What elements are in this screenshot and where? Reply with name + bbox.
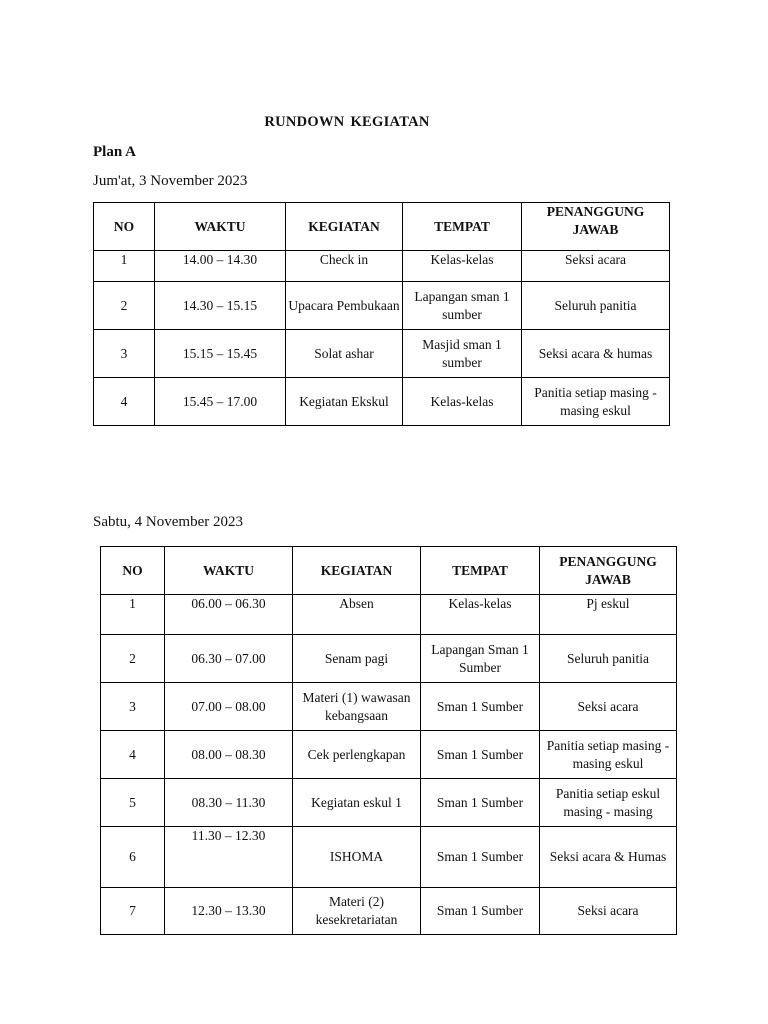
cell-kegiatan: Solat ashar [286, 330, 403, 378]
cell-tempat: Kelas-kelas [403, 378, 522, 426]
header-waktu: WAKTU [155, 203, 286, 251]
cell-tempat: Sman 1 Sumber [421, 888, 540, 935]
cell-waktu: 15.15 – 15.45 [155, 330, 286, 378]
table-row [101, 731, 677, 779]
table-row [101, 779, 677, 827]
header-kegiatan: KEGIATAN [286, 203, 403, 251]
cell-tempat: Sman 1 Sumber [421, 731, 540, 779]
table-row [94, 330, 670, 378]
table-row [101, 683, 677, 731]
header-tempat: TEMPAT [421, 547, 540, 595]
cell-penanggung-jawab: Seluruh panitia [522, 282, 670, 330]
header-tempat: TEMPAT [403, 203, 522, 251]
cell-penanggung-jawab: Panitia setiap masing - masing eskul [540, 731, 677, 779]
cell-tempat: Lapangan Sman 1 Sumber [421, 635, 540, 683]
cell-kegiatan: Kegiatan Ekskul [286, 378, 403, 426]
cell-kegiatan: Upacara Pembukaan [286, 282, 403, 330]
cell-kegiatan: Kegiatan eskul 1 [293, 779, 421, 827]
cell-penanggung-jawab: Seksi acara [522, 251, 670, 282]
header-waktu: WAKTU [165, 547, 293, 595]
cell-waktu: 08.00 – 08.30 [165, 731, 293, 779]
cell-waktu: 07.00 – 08.00 [165, 683, 293, 731]
table-row [101, 888, 677, 935]
cell-penanggung-jawab: Seksi acara & Humas [540, 827, 677, 888]
day2-schedule-table [100, 546, 677, 935]
cell-waktu: 15.45 – 17.00 [155, 378, 286, 426]
cell-waktu: 12.30 – 13.30 [165, 888, 293, 935]
cell-tempat: Sman 1 Sumber [421, 779, 540, 827]
cell-no: 1 [94, 251, 155, 282]
cell-kegiatan: Absen [293, 595, 421, 635]
table-row [94, 378, 670, 426]
cell-no: 1 [101, 595, 165, 635]
cell-penanggung-jawab: Seksi acara [540, 888, 677, 935]
cell-waktu: 14.30 – 15.15 [155, 282, 286, 330]
cell-kegiatan: Materi (1) wawasan kebangsaan [293, 683, 421, 731]
cell-kegiatan: Cek perlengkapan [293, 731, 421, 779]
header-no: NO [94, 203, 155, 251]
table-row [101, 827, 677, 888]
header-penanggung-jawab: PENANGGUNG JAWAB [540, 547, 677, 595]
header-penanggung-jawab: PENANGGUNG JAWAB [522, 203, 670, 251]
cell-penanggung-jawab: Panitia setiap masing - masing eskul [522, 378, 670, 426]
day1-date: Jum'at, 3 November 2023 [93, 173, 248, 189]
cell-kegiatan: Check in [286, 251, 403, 282]
cell-penanggung-jawab: Seksi acara [540, 683, 677, 731]
cell-tempat: Kelas-kelas [403, 251, 522, 282]
day1-schedule-table [93, 202, 670, 426]
cell-tempat: Kelas-kelas [421, 595, 540, 635]
cell-kegiatan: Senam pagi [293, 635, 421, 683]
cell-waktu: 06.30 – 07.00 [165, 635, 293, 683]
cell-penanggung-jawab: Pj eskul [540, 595, 677, 635]
cell-tempat: Sman 1 Sumber [421, 683, 540, 731]
header-kegiatan: KEGIATAN [293, 547, 421, 595]
cell-tempat: Masjid sman 1 sumber [403, 330, 522, 378]
cell-tempat: Lapangan sman 1 sumber [403, 282, 522, 330]
cell-kegiatan: ISHOMA [293, 827, 421, 888]
cell-no: 3 [101, 683, 165, 731]
header-no: NO [101, 547, 165, 595]
document-title: RUNDOWN KEGIATAN [264, 114, 430, 130]
table-header-row [94, 203, 670, 251]
cell-kegiatan: Materi (2) kesekretariatan [293, 888, 421, 935]
table-header-row [101, 547, 677, 595]
cell-no: 5 [101, 779, 165, 827]
cell-waktu: 06.00 – 06.30 [165, 595, 293, 635]
cell-no: 4 [101, 731, 165, 779]
table-row [101, 635, 677, 683]
cell-tempat: Sman 1 Sumber [421, 827, 540, 888]
day2-date: Sabtu, 4 November 2023 [93, 514, 243, 530]
cell-penanggung-jawab: Seksi acara & humas [522, 330, 670, 378]
cell-no: 7 [101, 888, 165, 935]
cell-no: 2 [101, 635, 165, 683]
cell-no: 6 [101, 827, 165, 888]
cell-waktu: 14.00 – 14.30 [155, 251, 286, 282]
cell-no: 4 [94, 378, 155, 426]
cell-no: 3 [94, 330, 155, 378]
table-row [94, 251, 670, 282]
plan-label: Plan A [93, 144, 136, 160]
table-row [101, 595, 677, 635]
table-row [94, 282, 670, 330]
cell-waktu: 11.30 – 12.30 [165, 827, 293, 888]
cell-penanggung-jawab: Panitia setiap eskul masing - masing [540, 779, 677, 827]
cell-penanggung-jawab: Seluruh panitia [540, 635, 677, 683]
cell-no: 2 [94, 282, 155, 330]
cell-waktu: 08.30 – 11.30 [165, 779, 293, 827]
